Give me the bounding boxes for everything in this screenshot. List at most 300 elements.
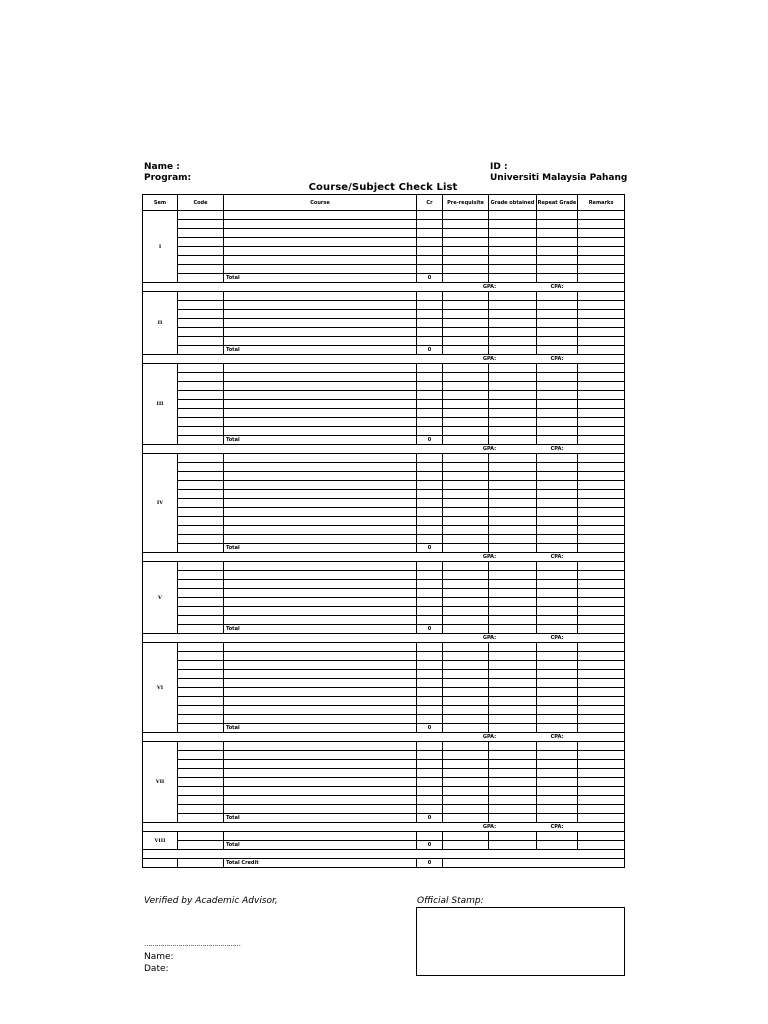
- remarks-cell[interactable]: [578, 391, 625, 400]
- remarks-cell[interactable]: [578, 589, 625, 598]
- code-cell[interactable]: [178, 760, 224, 769]
- course-cell[interactable]: [224, 211, 417, 220]
- remarks-cell[interactable]: [578, 400, 625, 409]
- credit-cell[interactable]: [417, 571, 443, 580]
- grade-cell[interactable]: [489, 292, 537, 301]
- grade-cell[interactable]: [489, 337, 537, 346]
- prerequisite-cell[interactable]: [443, 301, 489, 310]
- course-cell[interactable]: [224, 796, 417, 805]
- prerequisite-cell[interactable]: [443, 607, 489, 616]
- course-cell[interactable]: [224, 697, 417, 706]
- credit-cell[interactable]: [417, 652, 443, 661]
- prerequisite-cell[interactable]: [443, 571, 489, 580]
- remarks-cell[interactable]: [578, 481, 625, 490]
- remarks-cell[interactable]: [578, 463, 625, 472]
- remarks-cell[interactable]: [578, 382, 625, 391]
- remarks-cell[interactable]: [578, 319, 625, 328]
- code-cell[interactable]: [178, 526, 224, 535]
- remarks-cell[interactable]: [578, 508, 625, 517]
- credit-cell[interactable]: [417, 526, 443, 535]
- course-cell[interactable]: [224, 337, 417, 346]
- credit-cell[interactable]: [417, 616, 443, 625]
- course-cell[interactable]: [224, 526, 417, 535]
- grade-cell[interactable]: [489, 625, 537, 634]
- prerequisite-cell[interactable]: [443, 625, 489, 634]
- grade-cell[interactable]: [489, 256, 537, 265]
- credit-cell[interactable]: [417, 310, 443, 319]
- repeat-grade-cell[interactable]: [537, 544, 578, 553]
- grade-cell[interactable]: [489, 670, 537, 679]
- credit-cell[interactable]: [417, 760, 443, 769]
- credit-cell[interactable]: [417, 742, 443, 751]
- grade-cell[interactable]: [489, 706, 537, 715]
- prerequisite-cell[interactable]: [443, 256, 489, 265]
- grade-cell[interactable]: [489, 391, 537, 400]
- remarks-cell[interactable]: [578, 796, 625, 805]
- remarks-cell[interactable]: [578, 364, 625, 373]
- grade-cell[interactable]: [489, 571, 537, 580]
- course-cell[interactable]: [224, 787, 417, 796]
- repeat-grade-cell[interactable]: [537, 517, 578, 526]
- remarks-cell[interactable]: [578, 670, 625, 679]
- grade-cell[interactable]: [489, 463, 537, 472]
- grade-cell[interactable]: [489, 301, 537, 310]
- course-cell[interactable]: [224, 679, 417, 688]
- grade-cell[interactable]: [489, 679, 537, 688]
- prerequisite-cell[interactable]: [443, 841, 489, 850]
- repeat-grade-cell[interactable]: [537, 805, 578, 814]
- course-cell[interactable]: [224, 832, 417, 841]
- remarks-cell[interactable]: [578, 652, 625, 661]
- course-cell[interactable]: [224, 472, 417, 481]
- credit-cell[interactable]: [417, 382, 443, 391]
- remarks-cell[interactable]: [578, 256, 625, 265]
- code-cell[interactable]: [178, 238, 224, 247]
- prerequisite-cell[interactable]: [443, 544, 489, 553]
- code-cell[interactable]: [178, 706, 224, 715]
- grade-cell[interactable]: [489, 535, 537, 544]
- course-cell[interactable]: [224, 364, 417, 373]
- code-cell[interactable]: [178, 319, 224, 328]
- prerequisite-cell[interactable]: [443, 274, 489, 283]
- repeat-grade-cell[interactable]: [537, 841, 578, 850]
- prerequisite-cell[interactable]: [443, 670, 489, 679]
- code-cell[interactable]: [178, 832, 224, 841]
- repeat-grade-cell[interactable]: [537, 310, 578, 319]
- course-cell[interactable]: [224, 499, 417, 508]
- code-cell[interactable]: [178, 589, 224, 598]
- repeat-grade-cell[interactable]: [537, 607, 578, 616]
- repeat-grade-cell[interactable]: [537, 562, 578, 571]
- remarks-cell[interactable]: [578, 310, 625, 319]
- prerequisite-cell[interactable]: [443, 589, 489, 598]
- prerequisite-cell[interactable]: [443, 832, 489, 841]
- code-cell[interactable]: [178, 670, 224, 679]
- prerequisite-cell[interactable]: [443, 508, 489, 517]
- grade-cell[interactable]: [489, 364, 537, 373]
- prerequisite-cell[interactable]: [443, 760, 489, 769]
- prerequisite-cell[interactable]: [443, 400, 489, 409]
- grade-cell[interactable]: [489, 589, 537, 598]
- grade-cell[interactable]: [489, 643, 537, 652]
- prerequisite-cell[interactable]: [443, 598, 489, 607]
- repeat-grade-cell[interactable]: [537, 526, 578, 535]
- repeat-grade-cell[interactable]: [537, 598, 578, 607]
- remarks-cell[interactable]: [578, 472, 625, 481]
- grade-cell[interactable]: [489, 688, 537, 697]
- repeat-grade-cell[interactable]: [537, 490, 578, 499]
- course-cell[interactable]: [224, 571, 417, 580]
- repeat-grade-cell[interactable]: [537, 571, 578, 580]
- prerequisite-cell[interactable]: [443, 697, 489, 706]
- repeat-grade-cell[interactable]: [537, 697, 578, 706]
- credit-cell[interactable]: [417, 643, 443, 652]
- prerequisite-cell[interactable]: [443, 661, 489, 670]
- remarks-cell[interactable]: [578, 805, 625, 814]
- course-cell[interactable]: [224, 382, 417, 391]
- credit-cell[interactable]: [417, 490, 443, 499]
- code-cell[interactable]: [178, 787, 224, 796]
- code-cell[interactable]: [178, 607, 224, 616]
- remarks-cell[interactable]: [578, 238, 625, 247]
- grade-cell[interactable]: [489, 544, 537, 553]
- grade-cell[interactable]: [489, 832, 537, 841]
- grade-cell[interactable]: [489, 760, 537, 769]
- grade-cell[interactable]: [489, 481, 537, 490]
- repeat-grade-cell[interactable]: [537, 463, 578, 472]
- code-cell[interactable]: [178, 688, 224, 697]
- grade-cell[interactable]: [489, 787, 537, 796]
- prerequisite-cell[interactable]: [443, 805, 489, 814]
- repeat-grade-cell[interactable]: [537, 787, 578, 796]
- prerequisite-cell[interactable]: [443, 652, 489, 661]
- remarks-cell[interactable]: [578, 229, 625, 238]
- prerequisite-cell[interactable]: [443, 580, 489, 589]
- code-cell[interactable]: [178, 337, 224, 346]
- grade-cell[interactable]: [489, 652, 537, 661]
- credit-cell[interactable]: [417, 238, 443, 247]
- credit-cell[interactable]: [417, 427, 443, 436]
- course-cell[interactable]: [224, 670, 417, 679]
- code-cell[interactable]: [178, 544, 224, 553]
- prerequisite-cell[interactable]: [443, 229, 489, 238]
- grade-cell[interactable]: [489, 715, 537, 724]
- grade-cell[interactable]: [489, 310, 537, 319]
- code-cell[interactable]: [178, 229, 224, 238]
- remarks-cell[interactable]: [578, 661, 625, 670]
- credit-cell[interactable]: [417, 373, 443, 382]
- remarks-cell[interactable]: [578, 292, 625, 301]
- prerequisite-cell[interactable]: [443, 535, 489, 544]
- remarks-cell[interactable]: [578, 535, 625, 544]
- grade-cell[interactable]: [489, 418, 537, 427]
- grade-cell[interactable]: [489, 661, 537, 670]
- prerequisite-cell[interactable]: [443, 562, 489, 571]
- prerequisite-cell[interactable]: [443, 517, 489, 526]
- credit-cell[interactable]: [417, 454, 443, 463]
- remarks-cell[interactable]: [578, 643, 625, 652]
- course-cell[interactable]: [224, 427, 417, 436]
- remarks-cell[interactable]: [578, 346, 625, 355]
- grade-cell[interactable]: [489, 499, 537, 508]
- repeat-grade-cell[interactable]: [537, 481, 578, 490]
- repeat-grade-cell[interactable]: [537, 247, 578, 256]
- repeat-grade-cell[interactable]: [537, 337, 578, 346]
- prerequisite-cell[interactable]: [443, 211, 489, 220]
- code-cell[interactable]: [178, 211, 224, 220]
- repeat-grade-cell[interactable]: [537, 400, 578, 409]
- course-cell[interactable]: [224, 616, 417, 625]
- credit-cell[interactable]: [417, 211, 443, 220]
- code-cell[interactable]: [178, 661, 224, 670]
- grade-cell[interactable]: [489, 490, 537, 499]
- repeat-grade-cell[interactable]: [537, 688, 578, 697]
- prerequisite-cell[interactable]: [443, 787, 489, 796]
- course-cell[interactable]: [224, 328, 417, 337]
- grade-cell[interactable]: [489, 238, 537, 247]
- credit-cell[interactable]: [417, 535, 443, 544]
- prerequisite-cell[interactable]: [443, 454, 489, 463]
- repeat-grade-cell[interactable]: [537, 535, 578, 544]
- credit-cell[interactable]: [417, 580, 443, 589]
- credit-cell[interactable]: [417, 508, 443, 517]
- code-cell[interactable]: [178, 463, 224, 472]
- remarks-cell[interactable]: [578, 211, 625, 220]
- course-cell[interactable]: [224, 463, 417, 472]
- repeat-grade-cell[interactable]: [537, 508, 578, 517]
- code-cell[interactable]: [178, 814, 224, 823]
- prerequisite-cell[interactable]: [443, 706, 489, 715]
- course-cell[interactable]: [224, 769, 417, 778]
- prerequisite-cell[interactable]: [443, 715, 489, 724]
- repeat-grade-cell[interactable]: [537, 769, 578, 778]
- prerequisite-cell[interactable]: [443, 436, 489, 445]
- repeat-grade-cell[interactable]: [537, 346, 578, 355]
- course-cell[interactable]: [224, 706, 417, 715]
- code-cell[interactable]: [178, 796, 224, 805]
- remarks-cell[interactable]: [578, 616, 625, 625]
- grade-cell[interactable]: [489, 274, 537, 283]
- code-cell[interactable]: [178, 598, 224, 607]
- course-cell[interactable]: [224, 535, 417, 544]
- remarks-cell[interactable]: [578, 778, 625, 787]
- credit-cell[interactable]: [417, 418, 443, 427]
- credit-cell[interactable]: [417, 328, 443, 337]
- grade-cell[interactable]: [489, 373, 537, 382]
- grade-cell[interactable]: [489, 598, 537, 607]
- remarks-cell[interactable]: [578, 301, 625, 310]
- grade-cell[interactable]: [489, 229, 537, 238]
- credit-cell[interactable]: [417, 805, 443, 814]
- code-cell[interactable]: [178, 301, 224, 310]
- course-cell[interactable]: [224, 418, 417, 427]
- remarks-cell[interactable]: [578, 814, 625, 823]
- code-cell[interactable]: [178, 769, 224, 778]
- code-cell[interactable]: [178, 364, 224, 373]
- grade-cell[interactable]: [489, 778, 537, 787]
- grade-cell[interactable]: [489, 796, 537, 805]
- grade-cell[interactable]: [489, 814, 537, 823]
- course-cell[interactable]: [224, 715, 417, 724]
- prerequisite-cell[interactable]: [443, 499, 489, 508]
- repeat-grade-cell[interactable]: [537, 751, 578, 760]
- repeat-grade-cell[interactable]: [537, 220, 578, 229]
- code-cell[interactable]: [178, 427, 224, 436]
- code-cell[interactable]: [178, 310, 224, 319]
- remarks-cell[interactable]: [578, 769, 625, 778]
- grade-cell[interactable]: [489, 742, 537, 751]
- code-cell[interactable]: [178, 841, 224, 850]
- grade-cell[interactable]: [489, 697, 537, 706]
- repeat-grade-cell[interactable]: [537, 661, 578, 670]
- code-cell[interactable]: [178, 472, 224, 481]
- repeat-grade-cell[interactable]: [537, 328, 578, 337]
- grade-cell[interactable]: [489, 607, 537, 616]
- credit-cell[interactable]: [417, 670, 443, 679]
- prerequisite-cell[interactable]: [443, 418, 489, 427]
- course-cell[interactable]: [224, 247, 417, 256]
- repeat-grade-cell[interactable]: [537, 580, 578, 589]
- remarks-cell[interactable]: [578, 724, 625, 733]
- remarks-cell[interactable]: [578, 760, 625, 769]
- credit-cell[interactable]: [417, 688, 443, 697]
- grade-cell[interactable]: [489, 319, 537, 328]
- remarks-cell[interactable]: [578, 220, 625, 229]
- credit-cell[interactable]: [417, 463, 443, 472]
- remarks-cell[interactable]: [578, 742, 625, 751]
- remarks-cell[interactable]: [578, 499, 625, 508]
- repeat-grade-cell[interactable]: [537, 319, 578, 328]
- code-cell[interactable]: [178, 220, 224, 229]
- prerequisite-cell[interactable]: [443, 463, 489, 472]
- repeat-grade-cell[interactable]: [537, 436, 578, 445]
- repeat-grade-cell[interactable]: [537, 418, 578, 427]
- code-cell[interactable]: [178, 616, 224, 625]
- code-cell[interactable]: [178, 265, 224, 274]
- code-cell[interactable]: [178, 535, 224, 544]
- prerequisite-cell[interactable]: [443, 310, 489, 319]
- credit-cell[interactable]: [417, 607, 443, 616]
- remarks-cell[interactable]: [578, 454, 625, 463]
- grade-cell[interactable]: [489, 724, 537, 733]
- remarks-cell[interactable]: [578, 418, 625, 427]
- remarks-cell[interactable]: [578, 598, 625, 607]
- repeat-grade-cell[interactable]: [537, 724, 578, 733]
- course-cell[interactable]: [224, 256, 417, 265]
- prerequisite-cell[interactable]: [443, 724, 489, 733]
- credit-cell[interactable]: [417, 769, 443, 778]
- prerequisite-cell[interactable]: [443, 265, 489, 274]
- code-cell[interactable]: [178, 373, 224, 382]
- prerequisite-cell[interactable]: [443, 778, 489, 787]
- credit-cell[interactable]: [417, 409, 443, 418]
- course-cell[interactable]: [224, 751, 417, 760]
- course-cell[interactable]: [224, 319, 417, 328]
- course-cell[interactable]: [224, 742, 417, 751]
- prerequisite-cell[interactable]: [443, 391, 489, 400]
- course-cell[interactable]: [224, 238, 417, 247]
- course-cell[interactable]: [224, 490, 417, 499]
- credit-cell[interactable]: [417, 292, 443, 301]
- remarks-cell[interactable]: [578, 373, 625, 382]
- grade-cell[interactable]: [489, 211, 537, 220]
- prerequisite-cell[interactable]: [443, 481, 489, 490]
- grade-cell[interactable]: [489, 346, 537, 355]
- repeat-grade-cell[interactable]: [537, 715, 578, 724]
- prerequisite-cell[interactable]: [443, 796, 489, 805]
- prerequisite-cell[interactable]: [443, 616, 489, 625]
- remarks-cell[interactable]: [578, 544, 625, 553]
- repeat-grade-cell[interactable]: [537, 454, 578, 463]
- grade-cell[interactable]: [489, 517, 537, 526]
- remarks-cell[interactable]: [578, 697, 625, 706]
- remarks-cell[interactable]: [578, 706, 625, 715]
- course-cell[interactable]: [224, 517, 417, 526]
- credit-cell[interactable]: [417, 832, 443, 841]
- code-cell[interactable]: [178, 409, 224, 418]
- code-cell[interactable]: [178, 328, 224, 337]
- remarks-cell[interactable]: [578, 427, 625, 436]
- prerequisite-cell[interactable]: [443, 472, 489, 481]
- prerequisite-cell[interactable]: [443, 769, 489, 778]
- code-cell[interactable]: [178, 247, 224, 256]
- remarks-cell[interactable]: [578, 517, 625, 526]
- repeat-grade-cell[interactable]: [537, 589, 578, 598]
- credit-cell[interactable]: [417, 319, 443, 328]
- prerequisite-cell[interactable]: [443, 382, 489, 391]
- course-cell[interactable]: [224, 373, 417, 382]
- repeat-grade-cell[interactable]: [537, 796, 578, 805]
- code-cell[interactable]: [178, 805, 224, 814]
- prerequisite-cell[interactable]: [443, 490, 489, 499]
- grade-cell[interactable]: [489, 436, 537, 445]
- repeat-grade-cell[interactable]: [537, 652, 578, 661]
- repeat-grade-cell[interactable]: [537, 832, 578, 841]
- credit-cell[interactable]: [417, 337, 443, 346]
- code-cell[interactable]: [178, 391, 224, 400]
- repeat-grade-cell[interactable]: [537, 265, 578, 274]
- credit-cell[interactable]: [417, 229, 443, 238]
- credit-cell[interactable]: [417, 661, 443, 670]
- remarks-cell[interactable]: [578, 337, 625, 346]
- course-cell[interactable]: [224, 562, 417, 571]
- credit-cell[interactable]: [417, 400, 443, 409]
- repeat-grade-cell[interactable]: [537, 679, 578, 688]
- code-cell[interactable]: [178, 724, 224, 733]
- code-cell[interactable]: [178, 652, 224, 661]
- remarks-cell[interactable]: [578, 841, 625, 850]
- code-cell[interactable]: [178, 778, 224, 787]
- grade-cell[interactable]: [489, 328, 537, 337]
- course-cell[interactable]: [224, 508, 417, 517]
- remarks-cell[interactable]: [578, 571, 625, 580]
- remarks-cell[interactable]: [578, 787, 625, 796]
- course-cell[interactable]: [224, 760, 417, 769]
- repeat-grade-cell[interactable]: [537, 373, 578, 382]
- remarks-cell[interactable]: [578, 562, 625, 571]
- repeat-grade-cell[interactable]: [537, 814, 578, 823]
- repeat-grade-cell[interactable]: [537, 256, 578, 265]
- code-cell[interactable]: [178, 292, 224, 301]
- repeat-grade-cell[interactable]: [537, 211, 578, 220]
- grade-cell[interactable]: [489, 562, 537, 571]
- course-cell[interactable]: [224, 661, 417, 670]
- repeat-grade-cell[interactable]: [537, 364, 578, 373]
- code-cell[interactable]: [178, 517, 224, 526]
- credit-cell[interactable]: [417, 472, 443, 481]
- course-cell[interactable]: [224, 589, 417, 598]
- grade-cell[interactable]: [489, 769, 537, 778]
